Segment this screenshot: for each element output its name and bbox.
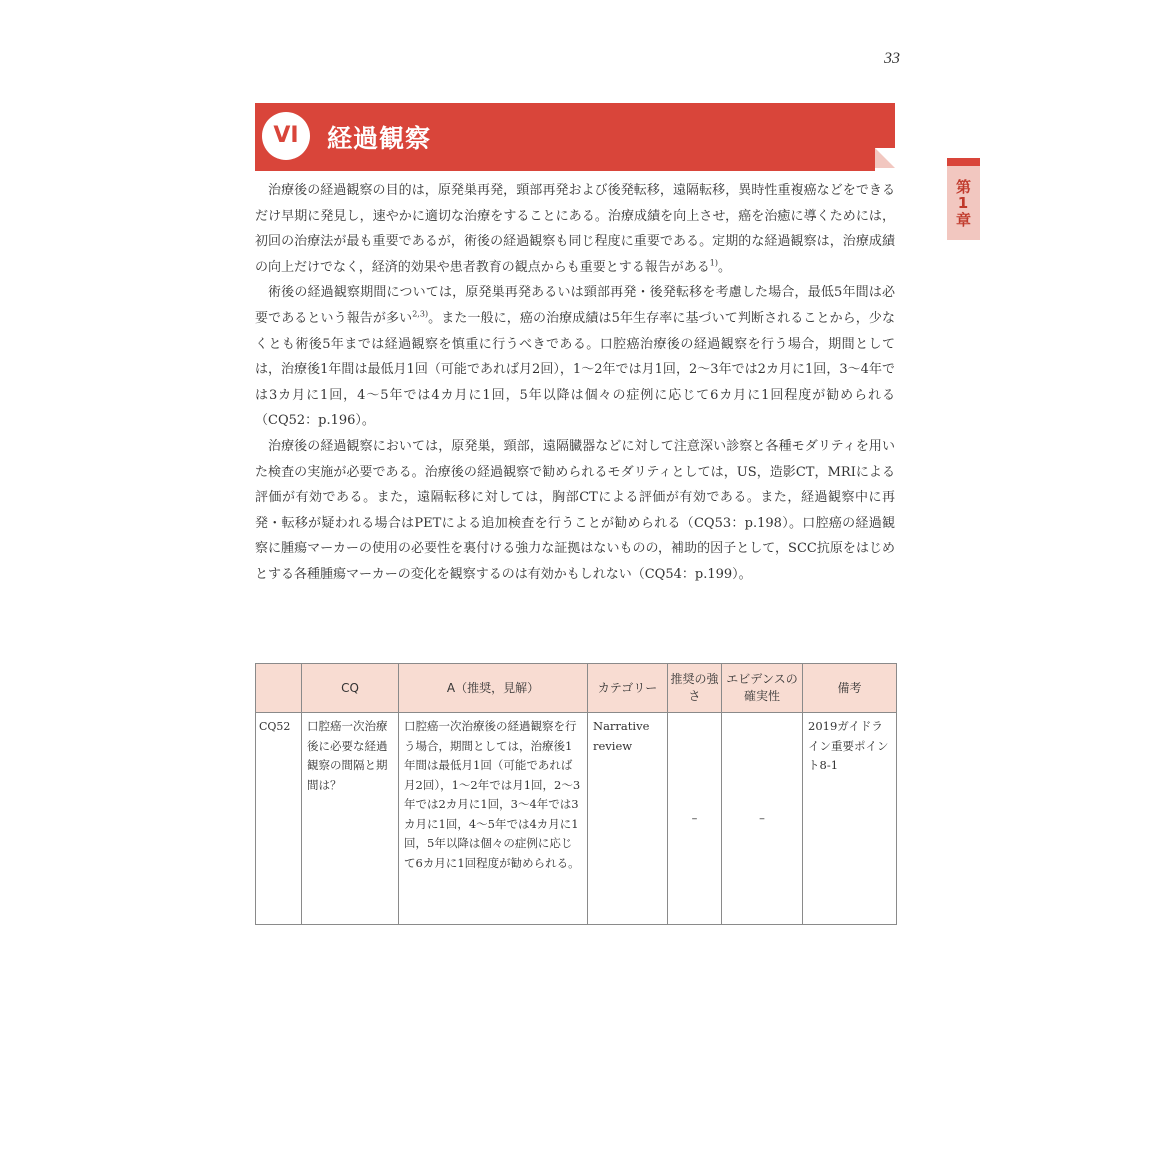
table-header-id xyxy=(256,664,302,713)
paragraph-text: 術後の経過観察期間については，原発巣再発あるいは頸部再発・後発転移を考慮した場合，最低5年間は必要であるという報告が多い xyxy=(255,285,895,326)
table-header-strength: 推奨の強さ xyxy=(668,664,722,713)
reference-mark: 2,3) xyxy=(412,309,429,319)
table-header-notes: 備考 xyxy=(803,664,897,713)
paragraph-2 xyxy=(255,280,895,434)
paragraph-tail: 。また一般に，癌の治療成績は5年生存率に基づいて判断されることから，少なくとも術後5年までは経過観察を慎重に行うべきである。口腔癌治療後の経過観察を行う場合，期間としては，治療後1年間は最低月1回（可能であれば月2回），1〜2年では月1回，2〜3年では2カ月に1回，3〜4年では3カ月に1回，4〜5年では4カ月に1回，5年以降は個々の症例に応じて6カ月に1回程度が勧められる（CQ52：p.196）。 xyxy=(255,310,895,429)
page-number: 33 xyxy=(884,50,900,67)
section-numeral: VI xyxy=(262,112,310,160)
paragraph-text: 治療後の経過観察においては，原発巣，頸部，遠隔臓器などに対して注意深い診察と各種モダリティを用いた検査の実施が必要である。治療後の経過観察で勧められるモダリティとしては，US，造影CT，MRIによる評価が有効である。また，遠隔転移に対しては，胸部CTによる評価が有効である。また，経過観察中に再発・転移が疑われる場合はPETによる追加検査を行うことが勧められる（CQ53：p.198）。口腔癌の経過観察に腫瘍マーカーの使用の必要性を裏付ける強力な証拠はないものの，補助的因子として，SCC抗原をはじめとする各種腫瘍マーカーの変化を観察するのは有効かもしれない（CQ54：p.199）。 xyxy=(255,438,895,582)
paragraph-tail: 。 xyxy=(717,259,731,275)
section-title: 経過観察 xyxy=(327,124,432,153)
chapter-tab-accent xyxy=(947,158,980,166)
table-header-row xyxy=(256,664,897,713)
table-header-answer: A（推奨，見解） xyxy=(399,664,588,713)
table-header-category: カテゴリー xyxy=(588,664,668,713)
banner-fold xyxy=(875,148,895,168)
cell-category: Narrative review xyxy=(588,713,668,925)
chapter-tab xyxy=(947,158,980,240)
table-header-cq: CQ xyxy=(302,664,399,713)
cell-strength: – xyxy=(668,713,722,925)
cell-cq: 口腔癌一次治療後に必要な経過観察の間隔と期間は？ xyxy=(302,713,399,925)
cell-answer: 口腔癌一次治療後の経過観察を行う場合，期間としては，治療後1年間は最低月1回（可能であれば月2回），1〜2年では月1回，2〜3年では2カ月に1回，3〜4年では3カ月に1回，4〜5年では4カ月に1回，5年以降は個々の症例に応じて6カ月に1回程度が勧められる。 xyxy=(399,713,588,925)
paragraph-text: 治療後の経過観察の目的は，原発巣再発，頸部再発および後発転移，遠隔転移，異時性重複癌などをできるだけ早期に発見し，速やかに適切な治療をすることにある。治療成績を向上させ，癌を治癒に導くためには，初回の治療法が最も重要であるが，術後の経過観察も同じ程度に重要である。定期的な経過観察は，治療成績の向上だけでなく，経済的効果や患者教育の観点からも重要とする報告がある xyxy=(255,183,895,275)
table-row xyxy=(256,713,897,925)
chapter-tab-label: 第1章 xyxy=(947,166,980,240)
reference-mark: 1) xyxy=(709,258,718,268)
paragraph-3 xyxy=(255,434,895,588)
cell-notes: 2019ガイドライン重要ポイント8-1 xyxy=(803,713,897,925)
paragraph-1 xyxy=(255,178,895,280)
cell-id: CQ52 xyxy=(256,713,302,925)
banner-underline xyxy=(255,168,875,171)
cell-certainty: – xyxy=(722,713,803,925)
body-text xyxy=(255,178,895,588)
cq-table xyxy=(255,663,897,925)
table-header-certainty: エビデンスの確実性 xyxy=(722,664,803,713)
